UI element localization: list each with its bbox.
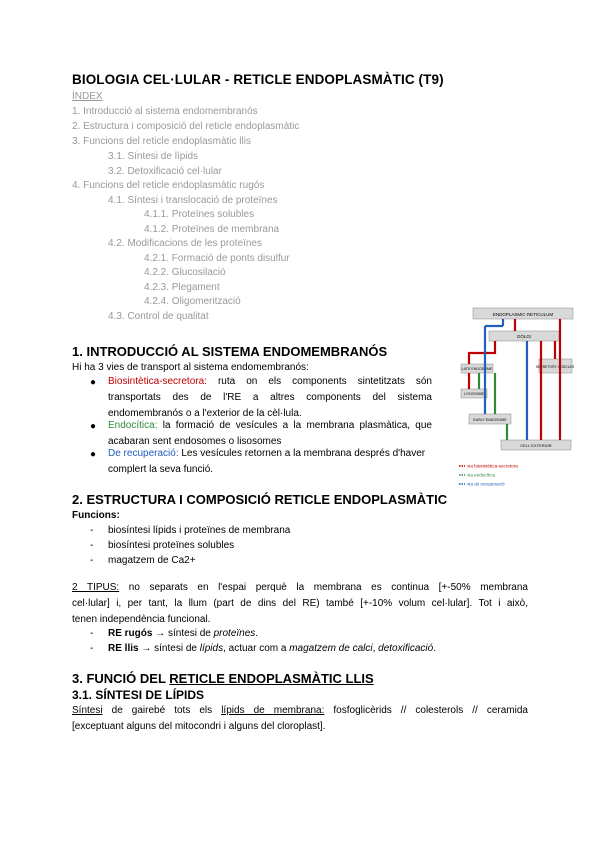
rel-value1: lípids [199, 643, 224, 654]
toc-item[interactable]: 4.2.4. Oligomerització [144, 296, 241, 307]
dash: - [90, 643, 94, 654]
late-endosome-label: LATE ENDOSOME [461, 367, 493, 371]
endomembrane-diagram [455, 306, 575, 496]
golgi-label: GOLGI [516, 334, 532, 339]
toc-item[interactable]: 3.2. Detoxificació cel·lular [108, 166, 222, 177]
toc-item[interactable]: 4.2.3. Plegament [144, 282, 220, 293]
rel-sep: , [372, 643, 379, 654]
rel-value2: magatzem de calci [289, 643, 373, 654]
section2-heading: 2. ESTRUCTURA I COMPOSICIÓ RETICLE ENDOPLASMÀTIC [72, 492, 448, 507]
toc-item[interactable]: 1. Introducció al sistema endomembranós [72, 106, 258, 117]
funcio-item: magatzem de Ca2+ [108, 555, 196, 566]
legend-green-label: via endocítica [467, 472, 496, 478]
rel-end: . [433, 643, 436, 654]
recuperacio-text: Les vesícules retornen a la membrana després d'haver [181, 448, 426, 459]
legend-red-label: via biosintètica-secretora [467, 463, 518, 469]
toc-item[interactable]: 4. Funcions del reticle endoplasmàtic rugós [72, 180, 265, 191]
rer-end: . [255, 628, 259, 639]
endocitica-text: la formació de vesícules a la membrana plasmàtica, que [162, 420, 432, 431]
toc-item[interactable]: 4.3. Control de qualitat [108, 311, 209, 322]
section3-heading-pre: 3. FUNCIÓ DEL [72, 671, 170, 686]
rel-mid: → síntesi de [138, 643, 200, 654]
biosintetica-line2: transportats des de l'RE a altres components del sistema [108, 392, 432, 403]
rel-label: RE llis [108, 643, 139, 654]
bullet-biosintetica [108, 374, 432, 422]
section1-intro: Hi ha 3 vies de transport al sistema endomembranós: [72, 362, 309, 373]
toc-item[interactable]: 4.2. Modificacions de les proteïnes [108, 238, 262, 249]
rer-value: proteïnes [213, 628, 256, 639]
page-title: BIOLOGIA CEL·LULAR - RETICLE ENDOPLASMÀTIC (T9) [72, 72, 444, 87]
red-arrow [469, 341, 495, 364]
funcio-item: biosíntesi lípids i proteïnes de membrana [108, 525, 291, 536]
endocitica-label: Endocítica: [108, 420, 158, 431]
toc-item[interactable]: 3.1. Síntesi de lípids [108, 151, 199, 162]
tipus-line1: no separats en l'espai perquè la membrana es continua [+-50% membrana [128, 582, 528, 593]
dash: - [90, 525, 94, 536]
sintesi-paragraph [72, 703, 528, 735]
sintesi-line2: [exceptuant alguns del mitocondri i alguns del cloroplast]. [72, 721, 326, 732]
cell-exterior-label: CELL EXTERIOR [520, 443, 552, 448]
toc-item[interactable]: 4.2.2. Glucosilació [144, 267, 226, 278]
bullet-dot: ● [90, 421, 97, 432]
bullet-dot: ● [90, 377, 97, 388]
toc-item[interactable]: 3. Funcions del reticle endoplasmàtic llis [72, 136, 251, 147]
funcions-label: Funcions: [72, 510, 120, 521]
lipids-membrana: lípids de membrana: [221, 705, 325, 716]
toc-item[interactable]: 4.1.2. Proteïnes de membrana [144, 224, 280, 235]
rel-line [108, 643, 436, 654]
recuperacio-label: De recuperació: [108, 448, 179, 459]
tipus-label: 2 TIPUS: [72, 582, 120, 593]
index-heading: ÍNDEX [72, 91, 103, 102]
legend-blue-label: via de recuperació [467, 481, 505, 487]
rer-line [108, 628, 258, 639]
rer-label: RE rugós [108, 628, 153, 639]
dash: - [90, 628, 94, 639]
recuperacio-line2: complert la seva funció. [108, 464, 214, 475]
biosintetica-text: ruta on els components sintetitzats són [217, 376, 432, 387]
dash: - [90, 555, 94, 566]
sintesi-word: Síntesi [72, 705, 103, 716]
early-endosome-label: EARLY ENDOSOME [473, 418, 507, 422]
section31-heading: 3.1. SÍNTESI DE LÍPIDS [72, 688, 205, 702]
secretory-label: SECRETORY VESICLES [535, 365, 575, 369]
rel-value3: detoxificació [378, 643, 434, 654]
biosintetica-line3: endomembranós o a l'exterior de la cèl·lula. [108, 408, 302, 419]
section3-heading [72, 671, 374, 686]
section3-heading-underlined: RETICLE ENDOPLASMÀTIC LLIS [169, 671, 374, 686]
er-label: ENDOPLASMIC RETICULUM [492, 312, 554, 317]
toc-item[interactable]: 2. Estructura i composició del reticle endoplasmàtic [72, 121, 300, 132]
tipus-line3: tenen independència funcional. [72, 614, 211, 625]
funcio-item: biosíntesi proteïnes solubles [108, 540, 235, 551]
sintesi-mid: de gairebé tots els [102, 705, 222, 716]
lysosome-label: LYSOSOME [464, 392, 484, 396]
bullet-dot: ● [90, 449, 97, 460]
endocitica-line2: acabaran sent endosomes o lisosomes [108, 436, 282, 447]
toc-item[interactable]: 4.2.1. Formació de ponts disulfur [144, 253, 290, 264]
bullet-recuperacio [108, 446, 432, 478]
section1-heading: 1. INTRODUCCIÓ AL SISTEMA ENDOMEMBRANÓS [72, 344, 388, 359]
tipus-paragraph [72, 580, 528, 628]
toc-item[interactable]: 4.1. Síntesi i translocació de proteïnes [108, 195, 278, 206]
dash: - [90, 540, 94, 551]
rer-mid: → síntesi de [152, 628, 214, 639]
rel-mid2: , actuar com a [223, 643, 290, 654]
biosintetica-label: Biosintètica-secretora: [108, 376, 207, 387]
lipids-list: fosfoglicèrids // colesterols // ceramida [324, 705, 528, 716]
tipus-line2: cel·lular] i, per tant, la llum (part de dins del RE) també [+-10% volum cel·lular]. Tot i això, [72, 598, 528, 609]
toc-item[interactable]: 4.1.1. Proteïnes solubles [144, 209, 255, 220]
